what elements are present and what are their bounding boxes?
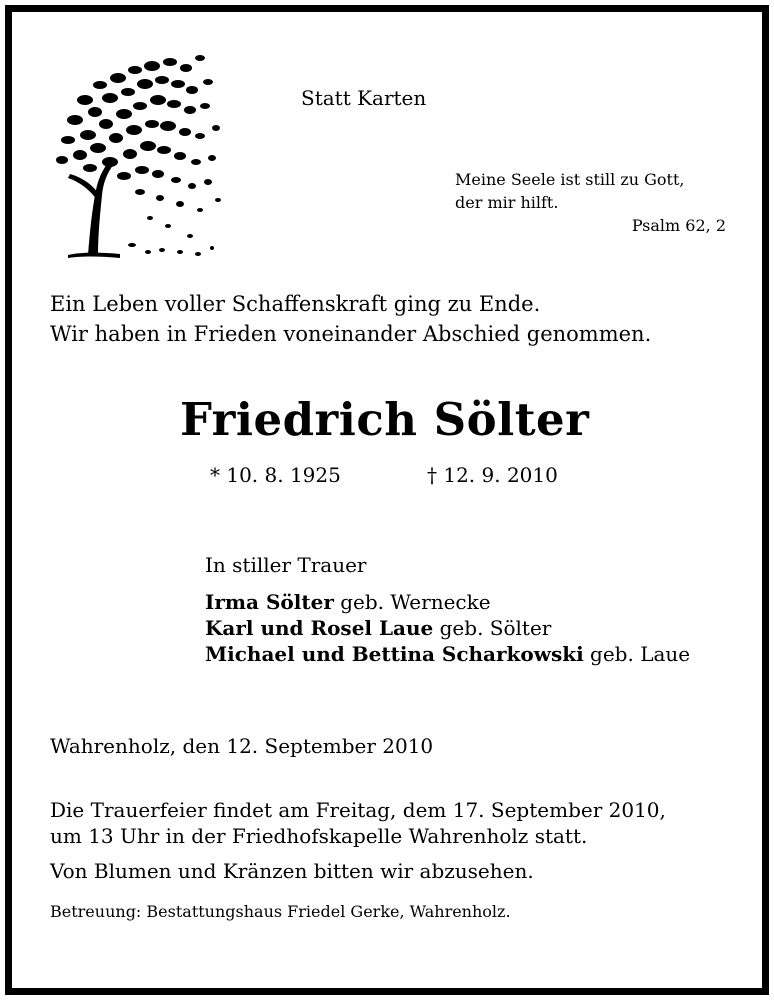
intro-text xyxy=(50,289,651,349)
quote-line-2: der mir hilft. xyxy=(455,193,559,212)
place-date: Wahrenholz, den 12. September 2010 xyxy=(50,734,434,758)
mourners-list xyxy=(205,589,690,667)
mourner-entry xyxy=(205,615,690,641)
mourners-heading: In stiller Trauer xyxy=(205,553,367,577)
mourner-suffix: geb. Laue xyxy=(583,642,691,666)
flowers-note: Von Blumen und Kränzen bitten wir abzusehen. xyxy=(50,859,534,883)
quote-source: Psalm 62, 2 xyxy=(631,216,726,235)
mourner-suffix: geb. Wernecke xyxy=(333,590,491,614)
tree-illustration-icon xyxy=(40,40,230,270)
funeral-line-1: Die Trauerfeier findet am Freitag, dem 17. September 2010, xyxy=(50,798,666,822)
statt-karten-label: Statt Karten xyxy=(301,86,427,110)
mourner-suffix: geb. Sölter xyxy=(433,616,552,640)
quote-line-1: Meine Seele ist still zu Gott, xyxy=(455,170,685,189)
deceased-name: Friedrich Sölter xyxy=(180,393,590,446)
death-date: † 12. 9. 2010 xyxy=(427,463,558,487)
intro-line-2: Wir haben in Frieden voneinander Abschied genommen. xyxy=(50,322,652,346)
mourner-entry xyxy=(205,641,690,667)
birth-date: * 10. 8. 1925 xyxy=(210,463,341,487)
intro-line-1: Ein Leben voller Schaffenskraft ging zu Ende. xyxy=(50,292,541,316)
undertaker-note: Betreuung: Bestattungshaus Friedel Gerke, Wahrenholz. xyxy=(50,902,511,921)
mourner-name: Irma Sölter xyxy=(205,590,334,614)
mourner-name: Karl und Rosel Laue xyxy=(205,616,434,640)
mourner-name: Michael und Bettina Scharkowski xyxy=(205,642,584,666)
mourner-entry xyxy=(205,589,690,615)
funeral-info xyxy=(50,797,666,849)
bible-quote xyxy=(455,168,685,214)
funeral-line-2: um 13 Uhr in der Friedhofskapelle Wahrenholz statt. xyxy=(50,824,588,848)
